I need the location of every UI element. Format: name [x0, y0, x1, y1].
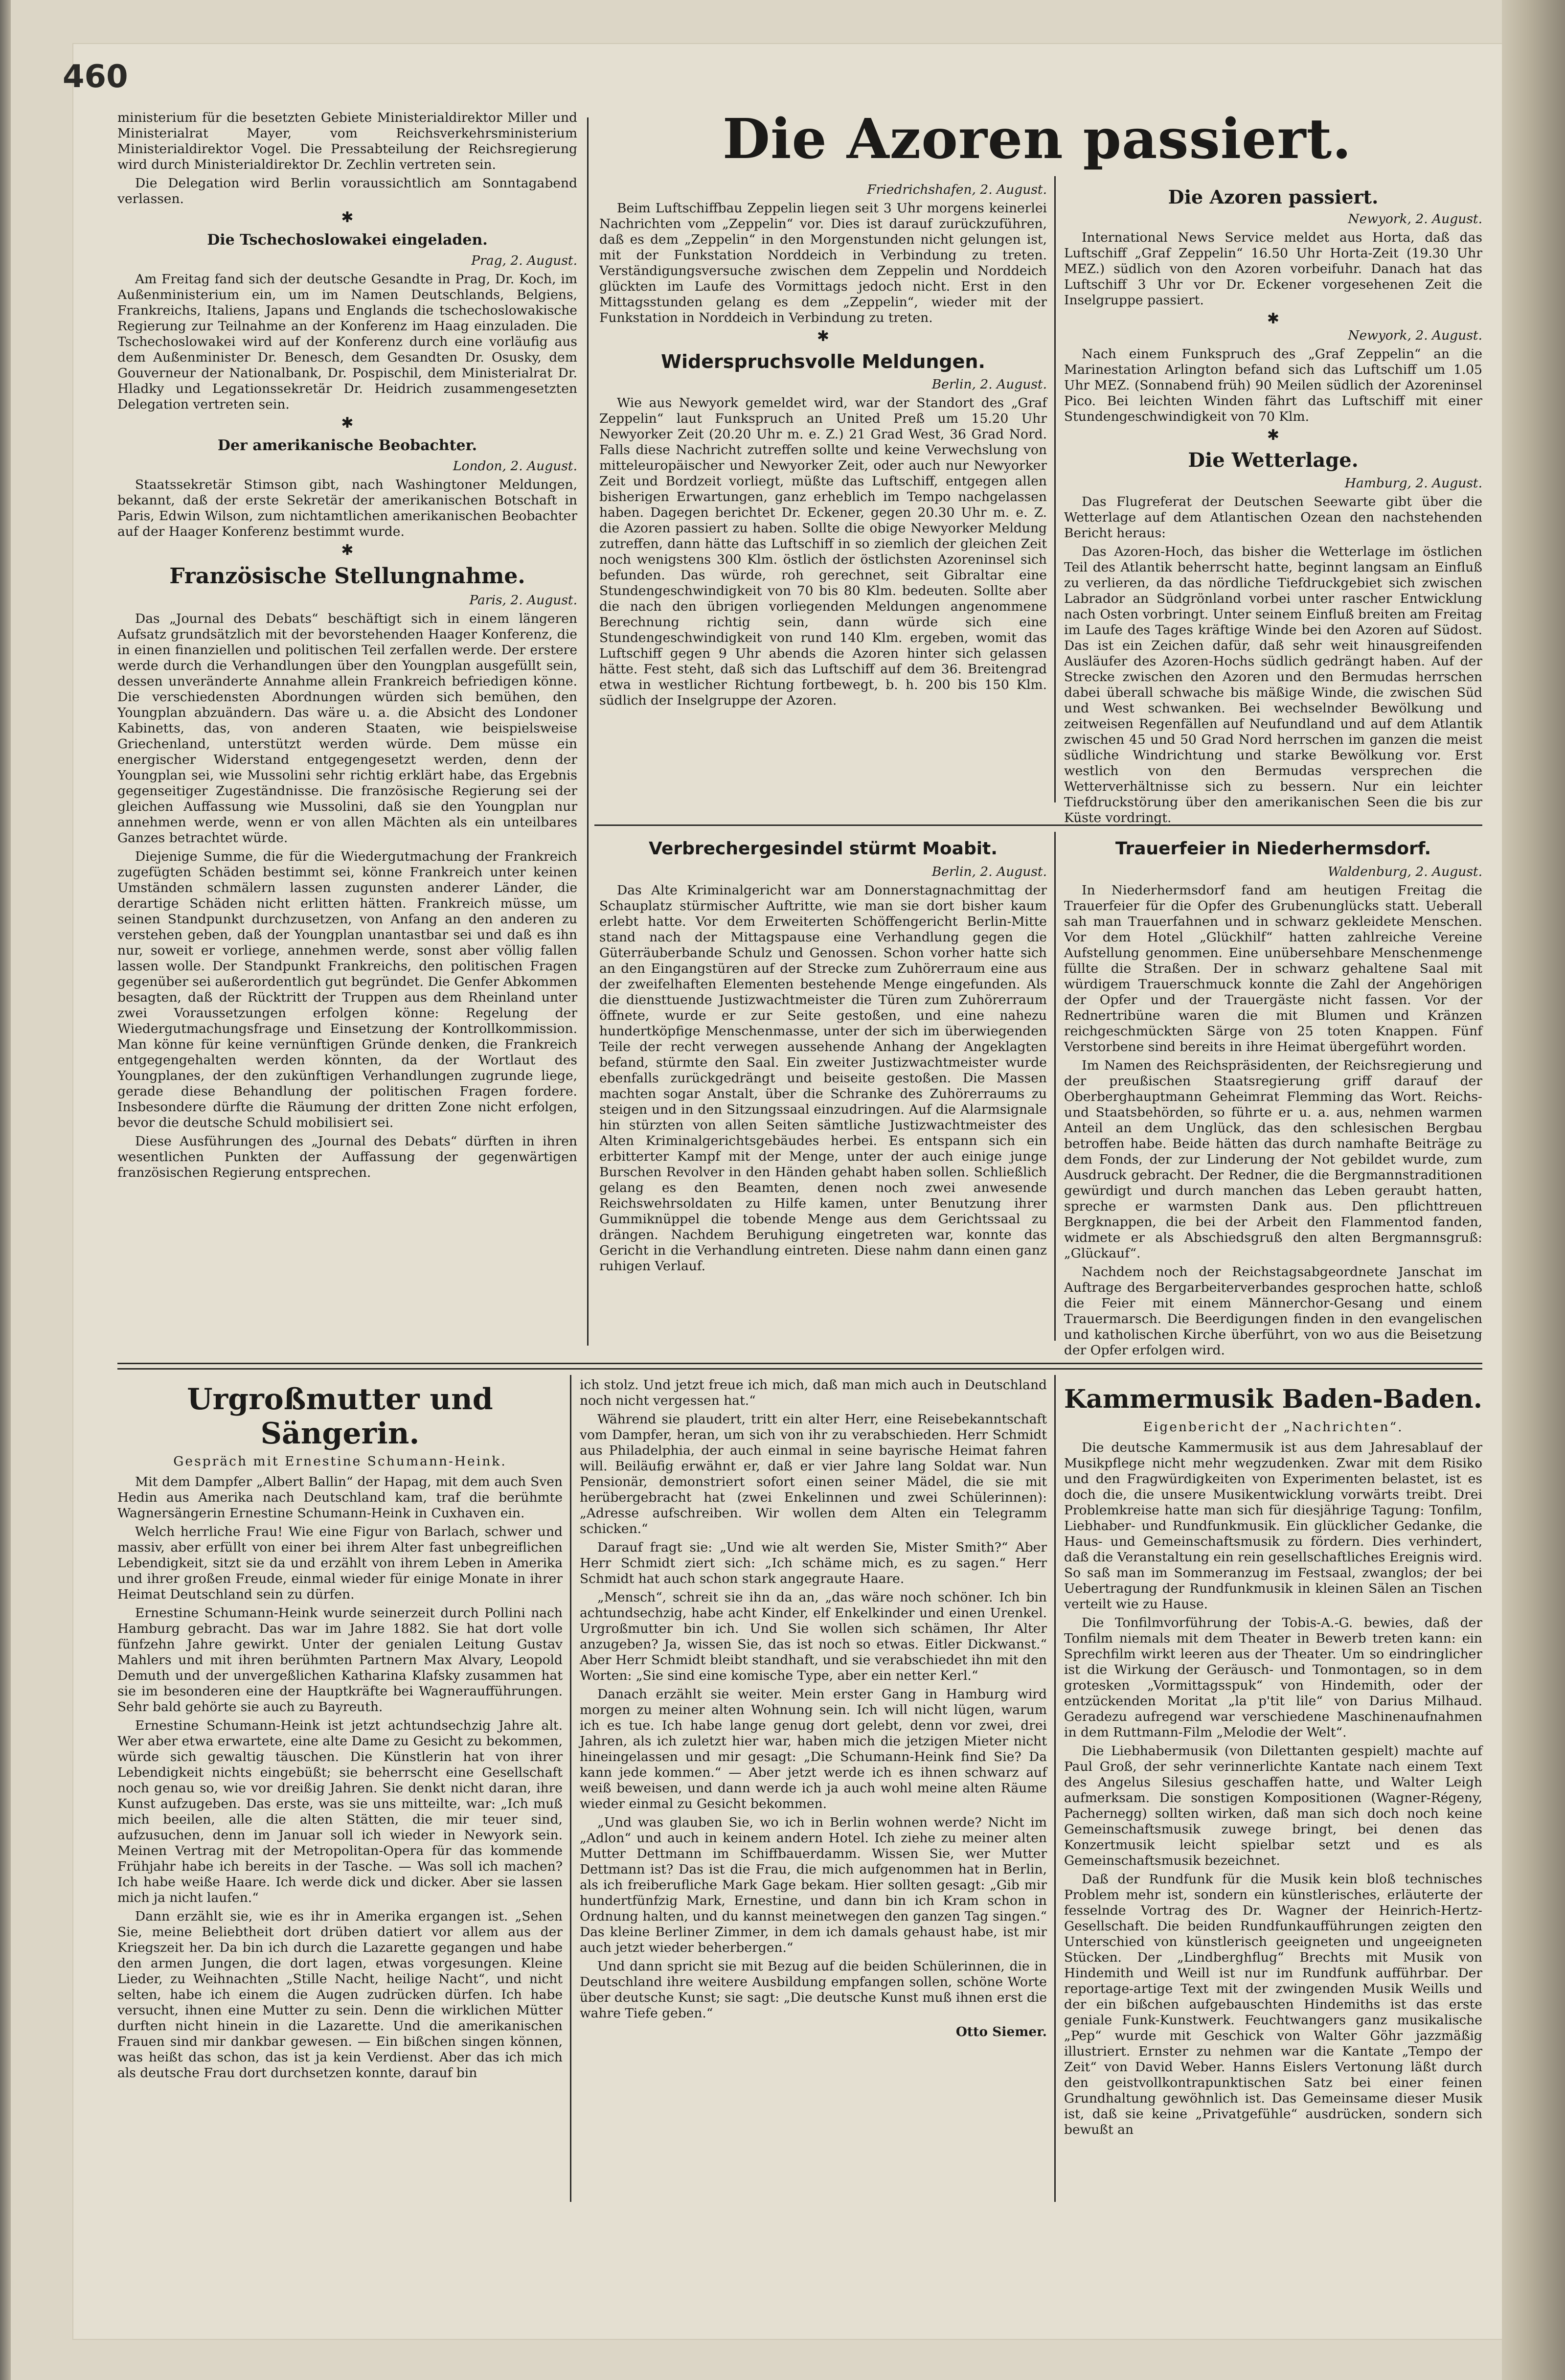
paragraph: Nachdem noch der Reichstagsabgeordnete Janschat im Auftrage des Bergarbeiterverbandes gesprochen hatte, schloß die Feier mit einem Männerchor-Gesang und einem Trauermarsch. Die Beerdigungen finden in den evangelischen und katholischen Kirche überführt, von wo aus die Beisetzung der Opfer erfolgen wird. [1064, 1264, 1482, 1358]
dateline: Berlin, 2. August. [931, 377, 1047, 392]
paragraph: Das Alte Kriminalgericht war am Donnerstagnachmittag der Schauplatz stürmischer Auftritte, wie man sie dort bisher kaum erlebt hatte. Vor dem Erweiterten Schöffengericht Berlin-Mitte stand nach der Mittagspause eine Verhandlung gegen die Güterräuberbande Schulz und Genossen. Schon vorher hatte sich an den Eingangstüren auf der Strecke zum Zuhörerraum eine aus der zweifelhaften Elementen bestehende Menge eingefunden. Als die diensttuende Justizwachtmeister die Türen zum Zuhörerraum öffnete, wurde er zur Seite gestoßen, und eine nahezu hundertköpfige Menschenmasse, unter der sich im überwiegenden Teile der recht verwegen aussehende Anhang der Angeklagten befand, stürmte den Saal. Ein zweiter Justizwachtmeister wurde ebenfalls zurückgedrängt und beiseite gestoßen. Die Massen machten sogar Anstalt, über die Schranke des Zuhörerraums zu steigen und in den Sitzungssaal einzudringen. Auf die Alarmsignale hin stürzten von allen Seiten sämtliche Justizwachtmeister des Alten Kriminalgerichtsgebäudes herbei. Es entspann sich ein erbitterter Kampf mit der Menge, unter der auch einige junge Burschen Revolver in den Händen gehabt haben sollen. Schließlich gelang es den Beamten, denen noch zwei anwesende Reichswehrsoldaten zu Hilfe kamen, unter Benutzung ihrer Gummiknüppel die tobende Menge aus dem Gerichtssaal zu drängen. Nachdem Beruhigung eingetreten war, konnte das Gericht in die Verhandlung eintreten. Diese nahm dann einen ganz ruhigen Verlauf. [599, 883, 1047, 1274]
main-headline: Die Azoren passiert. [722, 107, 1352, 171]
page-number: 460 [63, 59, 128, 95]
paragraph: Ernestine Schumann-Heink ist jetzt achtundsechzig Jahre alt. Wer aber etwa erwartete, eine alte Dame zu Gesicht zu bekommen, würde sich gewaltig täuschen. Die Künstlerin hat von ihrer Lebendigkeit nichts eingebüßt; sie beherrscht eine Gesellschaft noch genau so, wie vor dreißig Jahren. Sie denkt nicht daran, ihre Kunst aufzugeben. Das erste, was sie uns mitteilte, war: „Ich muß mich beeilen, alle die alten Stätten, die mir teuer sind, aufzusuchen, denn im Januar soll ich wieder in Newyork sein. Meinen Vertrag mit der Metropolitan-Opera für das kommende Frühjahr habe ich bereits in der Tasche. — Was soll ich machen? Ich habe weiße Haare. Ich werde dick und dicker. Aber sie lassen mich ja nicht laufen.“ [117, 1718, 563, 1905]
section-double-rule [117, 1363, 1482, 1370]
article-title-trauerfeier: Trauerfeier in Niederhermsdorf. [1115, 839, 1431, 859]
paragraph: Dann erzählt sie, wie es ihr in Amerika ergangen ist. „Sehen Sie, meine Beliebtheit dort drüben datiert vor allem aus der Kriegszeit her. Da bin ich durch die Lazarette gegangen und habe den armen Jungen, die dort lagen, etwas vorgesungen. Kleine Lieder, zu Weihnachten „Stille Nacht, heilige Nacht“, und nicht selten, habe ich einem die Augen zudrücken dürfen. Ich habe versucht, ihnen eine Mutter zu sein. Denn die wirklichen Mütter durften nicht hinein in die Lazarette. Und die amerikanischen Frauen sind mir dankbar gewesen. — Ein bißchen singen können, was heißt das schon, das ist ja kein Verdienst. Aber das ich mich als deutsche Frau dort durchsetzen konnte, darauf bin [117, 1909, 563, 2081]
article-subtitle: Eigenbericht der „Nachrichten“. [1143, 1419, 1404, 1435]
paragraph: International News Service meldet aus Horta, daß das Luftschiff „Graf Zeppelin“ 16.50 Uhr Horta-Zeit (19.30 Uhr MEZ.) südlich von den Azoren vorbeifuhr. Danach hat das Luftschiff 3 Uhr vor Dr. Eckener vorgesehenen Zeit die Inselgruppe passiert. [1064, 230, 1482, 308]
paragraph: In Niederhermsdorf fand am heutigen Freitag die Trauerfeier für die Opfer des Grubenunglücks statt. Ueberall sah man Trauerfahnen und in schwarz gekleidete Menschen. Vor dem Hotel „Glückhilf“ hatten zahlreiche Vereine Aufstellung genommen. Eine unübersehbare Menschenmenge füllte die Straßen. Der in schwarz gehaltene Saal mit würdigem Trauerschmuck konnte die Zahl der Angehörigen der Opfer und der Trauergäste nicht fassen. Vor der Rednertribüne waren die mit Blumen und Kränzen reichgeschmückten Särge von 25 toten Knappen. Fünf Verstorbene sind bereits in ihre Heimat übergeführt worden. [1064, 883, 1482, 1054]
dateline: London, 2. August. [453, 458, 577, 474]
paragraph: Am Freitag fand sich der deutsche Gesandte in Prag, Dr. Koch, im Außenministerium ein, um im Namen Deutschlands, Belgiens, Frankreichs, Italiens, Japans und Englands die tschechoslowakische Regierung zur Teilnahme an der Konferenz im Haag einzuladen. Die Tschechoslowakei wird auf der Konferenz durch eine vorläufig aus dem Außenminister Dr. Benesch, dem Gesandten Dr. Osusky, dem Gouverneur der Nationalbank, Dr. Pospischil, dem Ministerialrat Dr. Hladky und Legationssekretär Dr. Heidrich zusammengesetzten Delegation vertreten sein. [117, 272, 577, 412]
article-urgrossmutter-col1 [117, 1377, 563, 2209]
paragraph: Diese Ausführungen des „Journal des Debats“ dürften in ihren wesentlichen Punkten der Auffassung der gegenwärtigen französischen Regierung entsprechen. [117, 1134, 577, 1180]
section-star: ✱ [341, 542, 354, 559]
paragraph: Staatssekretär Stimson gibt, nach Washingtoner Meldungen, bekannt, daß der erste Sekretär der amerikanischen Botschaft in Paris, Edwin Wilson, zum nichtamtlichen amerikanischen Beobachter auf der Haager Konferenz bestimmt wurde. [117, 477, 577, 539]
dateline: Newyork, 2. August. [1348, 211, 1482, 227]
column-1 [117, 110, 577, 1355]
article-title-moabit: Verbrechergesindel stürmt Moabit. [649, 839, 998, 859]
paragraph: Das „Journal des Debats“ beschäftigt sich in einem längeren Aufsatz grundsätzlich mit der bevorstehenden Haager Konferenz, die in einen finanziellen und politischen Teil zerfallen werde. Der erstere werde durch die Verhandlungen über den Youngplan ausgefüllt sein, dessen unveränderte Annahme allein Frankreich befriedigen könne. Die verschiedensten Abordnungen würden sich bemühen, den Youngplan abzuändern. Das wäre u. a. die Absicht des Londoner Kabinetts, das, von anderen Staaten, wie beispielsweise Griechenland, unterstützt werden würde. Dem müsse ein energischer Widerstand entgegengesetzt werden, denn der Youngplan sei, wie Mussolini sehr richtig erklärt habe, das Ergebnis gegenseitiger Zugeständnisse. Die französische Regierung sei der gleichen Auffassung wie Mussolini, daß sie den Youngplan nur annehmen werde, wenn er von allen Mächten als ein unteilbares Ganzes betrachtet würde. [117, 611, 577, 846]
paragraph: Diejenige Summe, die für die Wiedergutmachung der Frankreich zugefügten Schäden bestimmt sei, könne Frankreich unter keinen Umständen schmälern lassen zugunsten anderer Länder, die derartige Schäden nicht erlitten hätten. Frankreich müsse, um seinen Standpunkt durchzusetzen, von Anfang an den anderen zu verstehen geben, daß der Youngplan unantastbar sei und daß es ihn nur, soweit er vorliege, annehmen werde, sonst aber völlig fallen lassen wolle. Der Standpunkt Frankreichs, den politischen Fragen gegenüber sei außerordentlich gut begründet. Die Genfer Abkommen besagten, daß der Rücktritt der Truppen aus dem Rheinland unter zwei Voraussetzungen erfolgen könne: Regelung der Wiedergutmachungsfrage und Einsetzung der Kontrollkommission. Man könne für keine vernünftigen Gründe denken, die Frankreich entgegengehalten werden könnten, da der Wortlaut des Youngplanes, der den zukünftigen Verhandlungen zugrunde liege, gerade diese Behandlung der politischen Fragen fordere. Insbesondere dürfte die Räumung der dritten Zone nicht erfolgen, bevor die deutsche Schuld mobilisiert sei. [117, 849, 577, 1130]
article-title-american: Der amerikanische Beobachter. [217, 437, 477, 454]
paragraph: Das Flugreferat der Deutschen Seewarte gibt über die Wetterlage auf dem Atlantischen Ozean den nachstehenden Bericht heraus: [1064, 494, 1482, 541]
paragraph: Die deutsche Kammermusik ist aus dem Jahresablauf der Musikpflege nicht mehr wegzudenken. Zwar mit dem Risiko und den Fragwürdigkeiten von Experimenten belastet, ist es doch die, die unsere Musikentwicklung vorwärts treibt. Drei Problemkreise hatte man sich für diesjährige Tagung: Tonfilm, Liebhaber- und Rundfunkmusik. Ein glücklicher Gedanke, die Haus- und Gemeinschaftsmusik zu fördern. Dies verhindert, daß die Veranstaltung ein rein gesellschaftliches Ereignis wird. So saß man im Sommeranzug im Festsaal, zwanglos; der bei Uebertragung der Rundfunkmusik in kleinen Sälen an Tischen verteilt wie zu Hause. [1064, 1440, 1482, 1612]
dateline: Newyork, 2. August. [1348, 328, 1482, 343]
column-3-top [1064, 181, 1482, 825]
paragraph: ministerium für die besetzten Gebiete Ministerialdirektor Miller und Ministerialrat Mayer, vom Reichsverkehrsministerium Ministerialdirektor Vogel. Die Pressabteilung der Reichsregierung wird durch Ministerialdirektor Dr. Zechlin vertreten sein. [117, 110, 577, 172]
paragraph: „Und was glauben Sie, wo ich in Berlin wohnen werde? Nicht im „Adlon“ und auch in keinem andern Hotel. Ich ziehe zu meiner alten Mutter Dettmann im Schiffbauerdamm. Wissen Sie, wer Mutter Dettmann ist? Das ist die Frau, die mich aufgenommen hat in Berlin, als ich freiberufliche Mark Gage bekam. Hier sollten gesagt: „Gib mir hundertfünfzig Mark, Ernestine, und dann bin ich Kram schon in Ordnung halten, und du kannst meinetwegen den ganzen Tag singen.“ Das kleine Berliner Zimmer, in dem ich damals gehaust habe, ist mir auch jetzt wieder beherbergen.“ [580, 1815, 1047, 1955]
paragraph: Beim Luftschiffbau Zeppelin liegen seit 3 Uhr morgens keinerlei Nachrichten vom „Zeppelin“ vor. Dies ist darauf zurückzuführen, daß es dem „Zeppelin“ in den Morgenstunden nicht gelungen ist, mit der Funkstation Norddeich in Verbindung zu treten. Verständigungsversuche zwischen dem Zeppelin und Norddeich glückten im Laufe des Vormittags jedoch nicht. Erst in den Mittagsstunden gelang es dem „Zeppelin“, wieder mit der Funkstation in Norddeich in Verbindung zu treten. [599, 201, 1047, 325]
paragraph: „Mensch“, schreit sie ihn da an, „das wäre noch schöner. Ich bin achtundsechzig, habe acht Kinder, elf Enkelkinder und einen Urenkel. Urgroßmutter bin ich. Und Sie wollen sich schämen, Ihr Alter anzugeben? Ja, wissen Sie, das ist noch so etwas. Eitler Dickwanst.“ Aber Herr Schmidt bleibt standhaft, und sie verabschiedet ihn mit den Worten: „Sie sind eine komische Type, aber ein netter Kerl.“ [580, 1590, 1047, 1683]
scan-left-edge [0, 0, 11, 2380]
scan-right-edge [1502, 0, 1565, 2380]
section-star: ✱ [1267, 310, 1280, 327]
column-rule [1054, 176, 1056, 802]
paragraph: Danach erzählt sie weiter. Mein erster Gang in Hamburg wird morgen zu meiner alten Wohnung sein. Ich will nicht lügen, warum ich es tue. Ich habe lange genug dort gelebt, denn vor zwei, drei Jahren, als ich zuletzt hier war, haben mich die jetzigen Mieter nicht hineingelassen und mir gesagt: „Die Schumann-Heink find Sie? Da kann jede kommen.“ — Aber jetzt werde ich es ihnen schwarz auf weiß beweisen, und dann werde ich ja auch wohl meine alten Räume wieder einmal zu Gesicht bekommen. [580, 1687, 1047, 1811]
dateline: Prag, 2. August. [471, 253, 577, 268]
column-rule [1054, 832, 1056, 1341]
article-subtitle: Gespräch mit Ernestine Schumann-Heink. [173, 1454, 507, 1469]
paragraph: Darauf fragt sie: „Und wie alt werden Sie, Mister Smith?“ Aber Herr Schmidt ziert sich: „Ich schäme mich, es zu sagen.“ Herr Schmidt hat auch schon stark angegraute Haare. [580, 1540, 1047, 1586]
paragraph: Die Liebhabermusik (von Dilettanten gespielt) machte auf Paul Groß, der sehr verinnerlichte Kantate nach einem Text des Angelus Silesius geschaffen hatte, und Walter Leigh aufmerksam. Die sonstigen Kompositionen (Wagner-Régeny, Pachernegg) sollten wirken, daß man sich doch noch keine Gemeinschaftsmusik zuwege bringt, bei denen das Konzertmusik leicht spielbar setzt und es als Gemeinschaftsmusik bezeichnet. [1064, 1743, 1482, 1868]
section-star: ✱ [1267, 427, 1280, 444]
paragraph: Welch herrliche Frau! Wie eine Figur von Barlach, schwer und massiv, aber erfüllt von einer bei ihrem Alter fast unbegreiflichen Lebendigkeit, sitzt sie da und erzählt von ihrem Leben in Amerika und ihrer großen Freude, einmal wieder für einige Monate in ihrer Heimat Deutschland sein zu dürfen. [117, 1524, 563, 1602]
paragraph: Und dann spricht sie mit Bezug auf die beiden Schülerinnen, die in Deutschland ihre weitere Ausbildung empfangen sollen, schöne Worte über deutsche Kunst; sie sagt: „Die deutsche Kunst muß ihnen erst die wahre Tiefe geben.“ [580, 1959, 1047, 2021]
column-rule [1054, 1375, 1056, 2202]
section-star: ✱ [817, 328, 830, 345]
dateline: Berlin, 2. August. [931, 864, 1047, 879]
paragraph: Im Namen des Reichspräsidenten, der Reichsregierung und der preußischen Staatsregierung griff darauf der Oberberghauptmann Geheimrat Flemming das Wort. Reichs- und Staatsbehörden, so führte er u. a. aus, nehmen warmen Anteil an dem Unglück, das den schlesischen Bergbau betroffen habe. Beide hätten das durch namhafte Beiträge zu dem Fonds, der zur Linderung der Not gebildet wurde, zum Ausdruck gebracht. Der Redner, die die Bergmannstraditionen gewürdigt und durch manchen das Leben geraubt hatten, spreche er warmsten Dank aus. Den pflichttreuen Bergknappen, die bei der Arbeit den Flammentod fanden, widmete er als Abschiedsgruß den alten Bergmannsgruß: „Glückauf“. [1064, 1058, 1482, 1261]
paragraph: Ernestine Schumann-Heink wurde seinerzeit durch Pollini nach Hamburg gebracht. Das war im Jahre 1882. Sie hat dort volle fünfzehn Jahre gewirkt. Unter der genialen Leitung Gustav Mahlers und mit ihren berühmten Partnern Max Alvary, Leopold Demuth und der unvergeßlichen Katharina Klafsky zusammen hat sie im besonderen eine der Hauptkräfte bei Wagneraufführungen. Sehr bald gehörte sie auch zu Bayreuth. [117, 1605, 563, 1715]
article-title-azoren: Die Azoren passiert. [1168, 186, 1379, 208]
article-moabit [599, 832, 1047, 1350]
dateline: Paris, 2. August. [469, 593, 577, 608]
dateline: Friedrichshafen, 2. August. [867, 182, 1047, 197]
paragraph: Die Delegation wird Berlin voraussichtlich am Sonntagabend verlassen. [117, 176, 577, 206]
article-trauerfeier [1064, 832, 1482, 1358]
paragraph: Mit dem Dampfer „Albert Ballin“ der Hapag, mit dem auch Sven Hedin aus Amerika nach Deutschland kam, traf die berühmte Wagnersängerin Ernestine Schumann-Heink in Cuxhaven ein. [117, 1474, 563, 1521]
paragraph: Wie aus Newyork gemeldet wird, war der Standort des „Graf Zeppelin“ laut Funkspruch an United Preß um 15.20 Uhr Newyorker Zeit (20.20 Uhr m. e. Z.) 21 Grad West, 36 Grad Nord. Falls diese Nachricht zutreffen sollte und keine Verwechslung von mitteleuropäischer und Newyorker Zeit, oder auch nur Newyorker Zeit und Bordzeit vorliegt, müßte das Luftschiff, entgegen allen bisherigen Erwartungen, ganz erheblich im Tempo nachgelassen haben. Dagegen berichtet Dr. Eckener, gegen 20.30 Uhr m. e. Z. die Azoren passiert zu haben. Sollte die obige Newyorker Meldung zutreffen, dann hätte das Luftschiff in so ziemlich der gleichen Zeit noch wenigstens 300 Klm. östlich der östlichsten Azoreninsel sich befunden. Das würde, roh gerechnet, seit Gibraltar eine Stundengeschwindigkeit von 70 bis 80 Klm. bedeuten. Sollte aber die nach den übrigen vorliegenden Meldungen angenommene Berechnung richtig sein, dann würde sich eine Stundengeschwindigkeit von rund 140 Klm. ergeben, womit das Luftschiff gegen 9 Uhr abends die Azoren hinter sich gelassen hätte. Fest steht, daß sich das Luftschiff auf dem 36. Breitengrad etwa in westlicher Richtung fortbewegt, b. h. 200 bis 150 Klm. südlich der Inselgruppe der Azoren. [599, 395, 1047, 708]
paragraph: Die Tonfilmvorführung der Tobis-A.-G. bewies, daß der Tonfilm niemals mit dem Theater in Bewerb treten kann: ein Sprechfilm wirkt leeren aus der Theater. Um so eindringlicher ist die Wirkung der Geräusch- und Tonmontagen, so in dem grotesken „Vormittagsspuk“ von Hindemith, oder der entzückenden Moritat „la p'tit lile“ von Darius Milhaud. Geradezu aufregend war verschiedene Maschinenaufnahmen in dem Ruttmann-Film „Melodie der Welt“. [1064, 1615, 1482, 1740]
article-kammermusik [1064, 1377, 1482, 2209]
paragraph: Daß der Rundfunk für die Musik kein bloß technisches Problem mehr ist, sondern ein künstlerisches, erläuterte der fesselnde Vortrag des Dr. Wagner der Heinrich-Hertz-Gesellschaft. Die beiden Rundfunkaufführungen zeigten den Unterschied von künstlerisch geeigneten und ungeeigneten Stücken. Der „Lindberghflug“ Brechts mit Musik von Hindemith und Weill ist nur im Rundfunk aufführbar. Der reportage-artige Text mit der zwingenden Musik Weills und der ein bißchen aufgebauschten Hindemiths ist das erste geniale Funk-Kunstwerk. Feuchtwangers ganz musikalische „Pep“ wurde mit Geschick von Walter Göhr jazzmäßig illustriert. Ernster zu nehmen war die Kantate „Tempo der Zeit“ von David Weber. Hanns Eislers Vertonung läßt durch den geistvollkontrapunktischen Satz bei einer feinen Grundhaltung gewöhnlich ist. Das Gemeinsame dieser Musik ist, daß sie keine „Privatgefühle“ ausdrücken, sondern sich bewußt an [1064, 1872, 1482, 2137]
article-title-french: Französische Stellungnahme. [169, 564, 525, 589]
column-2-top [599, 181, 1047, 817]
paragraph: Das Azoren-Hoch, das bisher die Wetterlage im östlichen Teil des Atlantik beherrscht hatte, beginnt langsam an Einfluß zu verlieren, da das nördliche Tiefdruckgebiet sich zwischen Labrador an Südgrönland vorbei unter rascher Entwicklung nach Osten vorbringt. Unter seinem Einfluß breiten am Freitag im Laufe des Tages kräftige Winde bei den Azoren auf Südost. Das ist ein Zeichen dafür, daß sehr weit hinausgreifenden Ausläufer des Azoren-Hochs südlich gedrängt haben. Auf der Strecke zwischen den Azoren und den Bermudas herrschen dabei überall schwache bis mäßige Winde, die zwischen Süd und West schwanken. Bei wechselnder Bewölkung und zeitweisen Regenfällen auf Neufundland und auf dem Atlantik zwischen 45 und 50 Grad Nord herrschen im ganzen die meist südliche Windrichtung und starke Bewölkung vor. Erst westlich von den Bermudas versprechen die Wetterverhältnisse sich zu bessern. Nur ein leichter Tiefdruckstörung über den amerikanischen Seen die bis zur Küste vordringt. [1064, 544, 1482, 825]
section-star: ✱ [341, 414, 354, 432]
article-title-kammermusik: Kammermusik Baden-Baden. [1064, 1384, 1482, 1414]
section-star: ✱ [341, 209, 354, 226]
article-title-weather: Die Wetterlage. [1188, 449, 1359, 472]
paragraph: Während sie plaudert, tritt ein alter Herr, eine Reisebekanntschaft vom Dampfer, heran, um sich von ihr zu verabschieden. Herr Schmidt aus Philadelphia, der auch einmal in seine bayrische Heimat fahren will. Beiläufig erwähnt er, daß er vier Jahre lang Soldat war. Nun Pensionär, demonstriert sofort einen seiner Mädel, die sie mit herübergebracht hat (zwei Enkelinnen und zwei Schülerinnen): „Adresse aufschreiben. Wir wollen dem Alten ein Telegramm schicken.“ [580, 1412, 1047, 1536]
column-rule [587, 117, 589, 1346]
dateline: Hamburg, 2. August. [1344, 476, 1482, 491]
article-title-czech: Die Tschechoslowakei eingeladen. [207, 231, 488, 249]
paragraph: ich stolz. Und jetzt freue ich mich, daß man mich auch in Deutschland noch nicht vergessen hat.“ [580, 1377, 1047, 1408]
article-title-widerspruch: Widerspruchsvolle Meldungen. [661, 351, 985, 372]
column-rule [570, 1375, 571, 2202]
article-title-urgrossmutter: Urgroßmutter und Sängerin. [187, 1382, 493, 1451]
dateline: Waldenburg, 2. August. [1327, 864, 1482, 879]
author-signature: Otto Siemer. [955, 2024, 1047, 2039]
paragraph: Nach einem Funkspruch des „Graf Zeppelin“ an die Marinestation Arlington befand sich das Luftschiff um 1.05 Uhr MEZ. (Sonnabend früh) 90 Meilen südlich der Azoreninsel Pico. Bei leichten Winden fährt das Luftschiff mit einer Stundengeschwindigkeit von 70 Klm. [1064, 346, 1482, 424]
article-urgrossmutter-col2 [580, 1377, 1047, 2209]
